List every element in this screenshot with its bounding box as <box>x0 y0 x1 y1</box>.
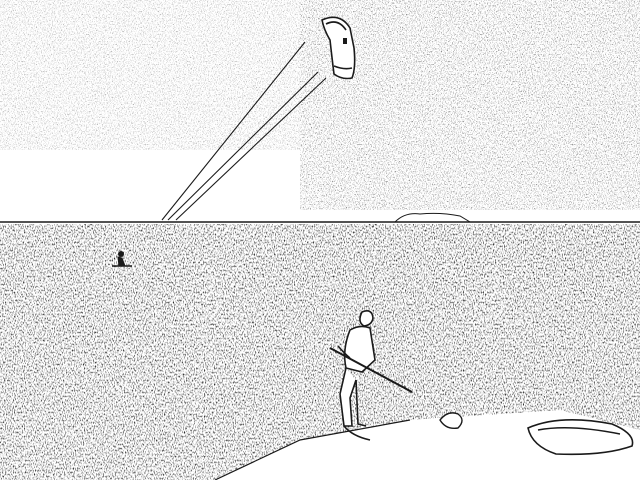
sky-texture <box>0 0 640 222</box>
